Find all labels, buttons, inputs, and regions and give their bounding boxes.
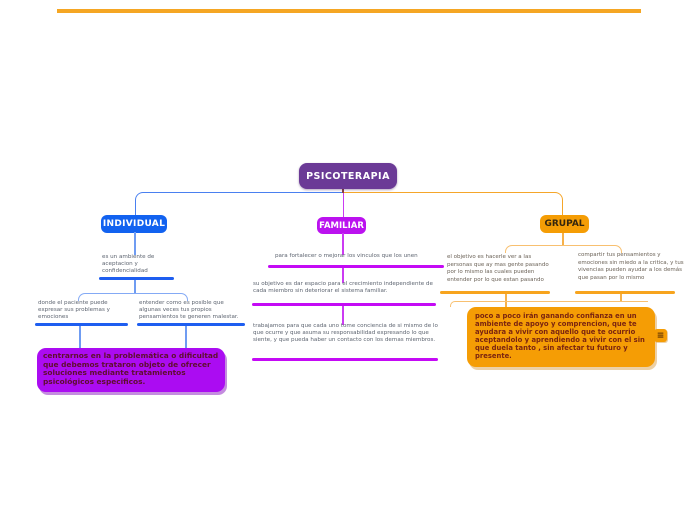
note-familiar-1[interactable]: para fortalecer o mejorar los vinculos que los unen xyxy=(275,253,418,259)
note-underline xyxy=(99,277,174,280)
connector-line xyxy=(562,233,564,245)
branch-line-familiar xyxy=(343,189,345,217)
summary-box-grupal[interactable]: poco a poco irán ganando confianza en un ambiente de apoyo y comprencion, que te ayudara a vivir con aquello que te ocurrio aceptandolo y aprendiendo a vivir con el sin que duela tanto , sin afectar tu futuro y presente. xyxy=(467,307,655,367)
branch-curve-individual xyxy=(135,192,344,216)
note-underline xyxy=(252,358,438,361)
note-grupal-1[interactable]: el objetivo es hacerle ver a las personas que ay mas gente pasando por lo mismo las cuales pueden entender por lo que estan pasando xyxy=(447,254,549,283)
summary-box-individual[interactable]: centrarnos en la problemática o dificultad que debemos trataron objeto de ofrecer soluciones mediante tratamientos psicológicos especificos. xyxy=(37,348,225,392)
note-underline xyxy=(252,303,436,306)
note-underline xyxy=(440,291,550,294)
node-individual[interactable]: INDIVIDUAL xyxy=(101,215,167,233)
connector-line xyxy=(79,326,81,349)
connector-line xyxy=(342,233,344,255)
note-individual-3[interactable]: entender como es posible que algunas veces tus propios pensamientos te generen malestar. xyxy=(139,300,239,320)
note-familiar-3[interactable]: trabajamos para que cada uno tome conciencia de si mismo de lo que ocurre y que asuma su responsabilidad expresando lo que siente, y que pueda haber un contacto con los demas miembros. xyxy=(253,323,438,343)
connector-line xyxy=(134,232,136,255)
note-grupal-2[interactable]: compartir tus pensamientos y emociones sin miedo a la critica, y tus vivencias pueden ayudar a los demás que pasan por lo mismo xyxy=(578,252,684,281)
connector-line xyxy=(185,326,187,349)
top-accent-bar xyxy=(57,9,641,13)
node-psicoterapia[interactable]: PSICOTERAPIA xyxy=(299,163,397,189)
node-grupal[interactable]: GRUPAL xyxy=(540,215,589,233)
branch-curve-grupal xyxy=(343,192,563,216)
note-individual-1[interactable]: es un ambiente de aceptacion y confidencialidad xyxy=(102,254,155,274)
note-underline xyxy=(137,323,245,326)
note-familiar-2[interactable]: su objetivo es dar espacio para el crecimiento independiente de cada miembro sin deteriorar el sistema familiar. xyxy=(253,281,433,294)
notes-list-icon[interactable]: ≡ xyxy=(654,329,667,342)
note-underline xyxy=(35,323,128,326)
node-familiar[interactable]: FAMILIAR xyxy=(317,217,366,234)
note-individual-2[interactable]: donde el paciente puede expresar sus problemas y emociones xyxy=(38,300,110,320)
note-underline xyxy=(575,291,675,294)
connector-line xyxy=(134,280,136,293)
note-underline xyxy=(268,265,444,268)
